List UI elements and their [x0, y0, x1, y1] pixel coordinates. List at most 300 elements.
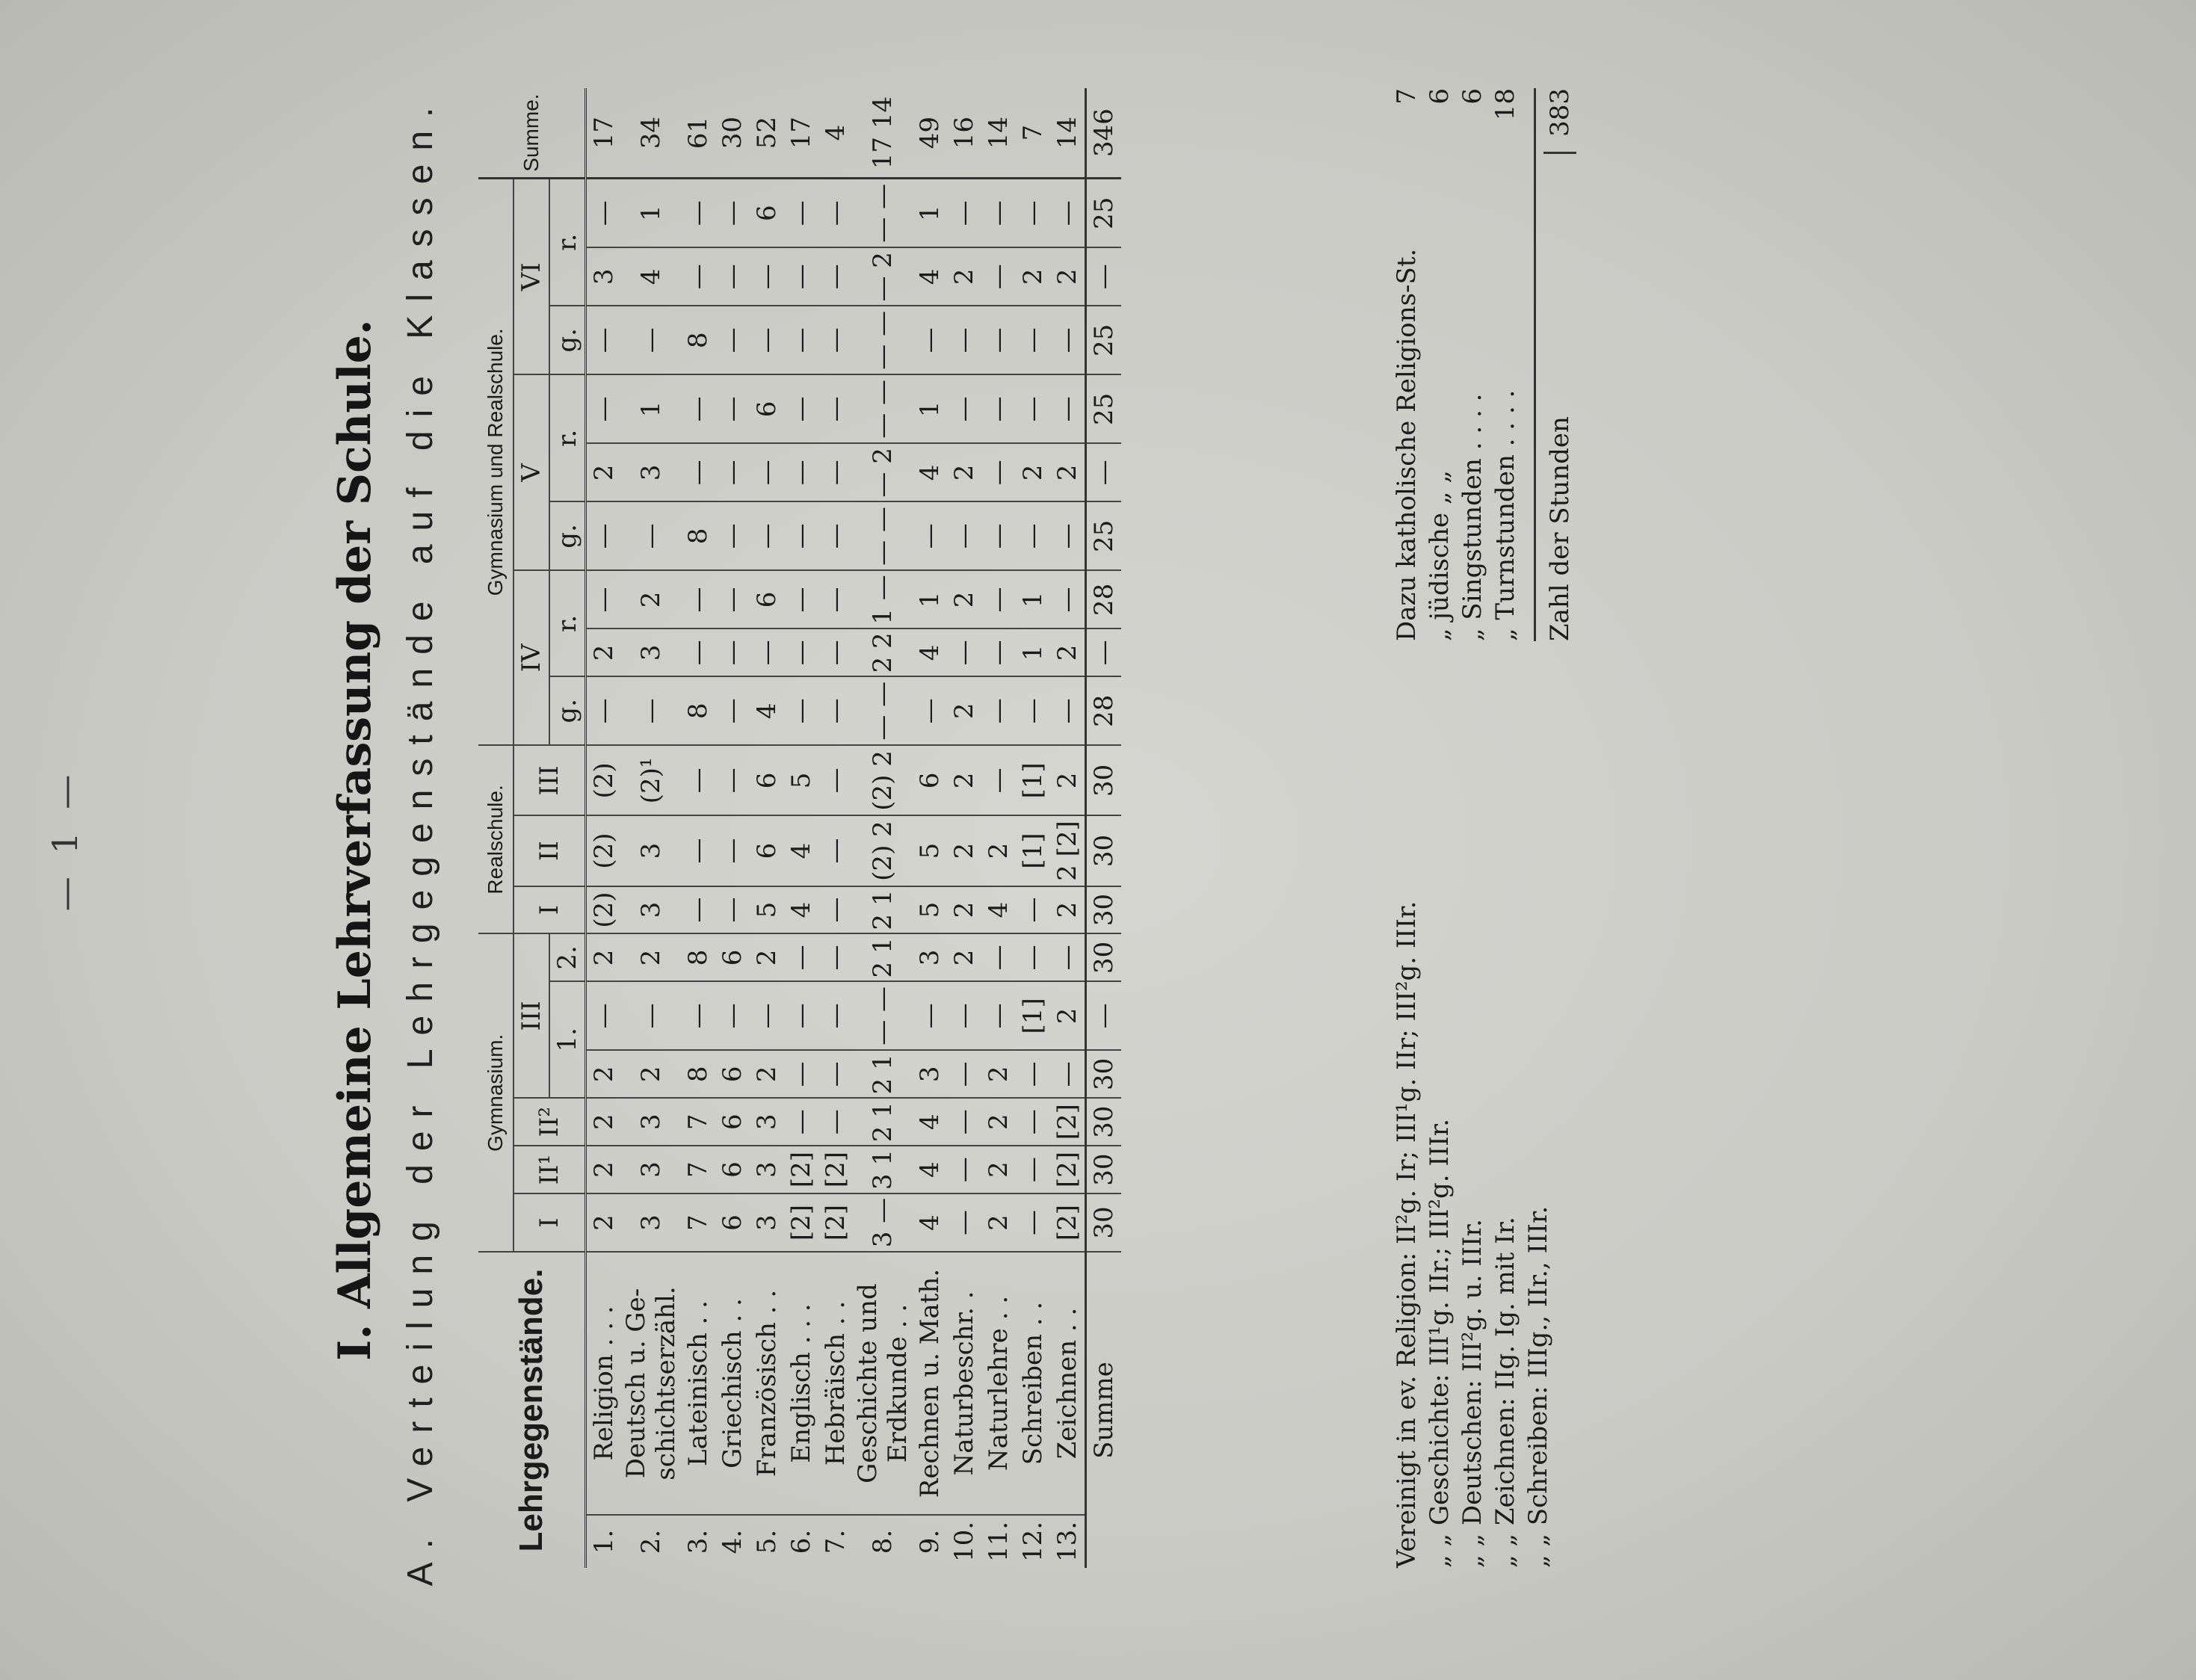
hours-cell: — — [981, 629, 1016, 676]
hours-cell: 4 — [913, 247, 947, 306]
subject-name: Englisch . . . — [784, 1252, 818, 1515]
hours-cell: 6 — [715, 1098, 750, 1146]
subject-name: Geschichte und Erdkunde . . — [853, 1252, 913, 1515]
sum-cell: 30 — [1086, 815, 1122, 886]
hours-cell: 1 — [913, 374, 947, 443]
hours-cell: — — [913, 676, 947, 745]
hours-cell: (2) — [586, 745, 622, 815]
hours-cell: — — [784, 501, 818, 570]
hours-cell: 4 — [818, 88, 853, 179]
hours-cell: — — [818, 501, 853, 570]
hours-cell: — — [981, 247, 1016, 306]
hours-cell: 1 — [1016, 570, 1050, 629]
hours-cell: — — [818, 981, 853, 1050]
hours-cell: 17 — [586, 88, 622, 179]
hours-cell: — — [818, 1050, 853, 1098]
hours-cell: — — [681, 247, 715, 306]
subject-name: Naturbeschr. . — [947, 1252, 981, 1515]
hours-cell: — 2 — [853, 443, 913, 501]
subject-name: Deutsch u. Ge- schichtserzähl. — [621, 1252, 681, 1515]
hours-cell: — — [981, 443, 1016, 501]
hours-cell: 2 1 — [853, 1098, 913, 1146]
hours-cell: — — [1016, 501, 1050, 570]
row-number: 11. — [984, 1521, 1014, 1563]
hours-cell: — — [715, 886, 750, 934]
group-header-realschule: Realschule. — [478, 745, 513, 933]
page-title: I. Allgemeine Lehrverfassung der Schule. — [329, 319, 381, 1361]
hours-cell: 4 — [621, 247, 681, 306]
sum-cell: — — [1086, 981, 1122, 1050]
hours-cell: — — [586, 306, 622, 374]
hours-cell: 3 1 — [853, 1146, 913, 1193]
hours-cell: 2 — [750, 1050, 784, 1098]
subject-name: Hebräisch . . — [818, 1252, 853, 1515]
additional-hours-row — [1489, 88, 1522, 641]
hours-cell: — — [818, 443, 853, 501]
hours-cell: — — [681, 629, 715, 676]
hours-cell: — — [784, 306, 818, 374]
sum-cell: 30 — [1086, 1193, 1122, 1252]
subject-name: Religion . . . — [586, 1252, 622, 1515]
hours-cell: 7 — [681, 1146, 715, 1193]
hours-cell: — — [818, 306, 853, 374]
hours-cell: — — [715, 745, 750, 815]
table-row — [853, 88, 913, 1568]
hours-cell: — — [715, 443, 750, 501]
sub-header: g. — [549, 306, 586, 374]
hours-cell: 2 2 — [853, 629, 913, 676]
sum-cell: 28 — [1086, 570, 1122, 629]
row-number: 6. — [786, 1529, 816, 1554]
hours-cell: 2 — [1050, 247, 1086, 306]
hours-cell: 4 — [784, 886, 818, 934]
additional-hours-row — [1390, 88, 1423, 641]
hours-cell: — — — [853, 306, 913, 374]
hours-cell: 4 — [913, 629, 947, 676]
hours-cell: 2 — [947, 570, 981, 629]
hours-cell: — — [784, 1050, 818, 1098]
additional-hours-row — [1423, 88, 1456, 641]
hours-cell: 3 — — [853, 1193, 913, 1252]
hours-cell: — — [818, 570, 853, 629]
subject-name: Rechnen u. Math. — [913, 1252, 947, 1515]
table-row — [621, 88, 681, 1568]
hours-cell: (2) 2 — [853, 815, 913, 886]
hours-cell: 2 1 — [853, 1050, 913, 1098]
hours-cell: — — [1016, 1146, 1050, 1193]
hours-cell: 6 — [715, 1193, 750, 1252]
additional-hours-label: Dazu katholische Religions-St. — [1392, 248, 1422, 641]
hours-cell: — — [947, 179, 981, 248]
hours-cell: 2 — [947, 886, 981, 934]
hours-cell: 8 — [681, 933, 715, 981]
hours-cell: — — [1016, 933, 1050, 981]
class-header: III — [513, 745, 586, 815]
hours-cell: — — [784, 1098, 818, 1146]
row-number: 12. — [1018, 1521, 1048, 1563]
hours-cell: 6 — [750, 570, 784, 629]
hours-cell: 1 — [621, 179, 681, 248]
class-header: I — [513, 1193, 586, 1252]
class-header: I — [513, 886, 586, 934]
hours-cell: — — [1016, 676, 1050, 745]
hours-cell: — — [621, 501, 681, 570]
hours-cell: 3 — [621, 443, 681, 501]
hours-cell: 4 — [913, 1098, 947, 1146]
hours-cell: 2 — [981, 815, 1016, 886]
sum-cell: 25 — [1086, 501, 1122, 570]
hours-cell: — — [586, 676, 622, 745]
hours-cell: 49 — [913, 88, 947, 179]
hours-cell: — — [818, 676, 853, 745]
hours-cell: (2) — [586, 886, 622, 934]
hours-cell: 4 — [913, 1193, 947, 1252]
sum-cell: 30 — [1086, 1050, 1122, 1098]
table-row — [981, 88, 1016, 1568]
group-header-gymnasium: Gymnasium. — [478, 933, 513, 1252]
hours-cell: 6 — [750, 745, 784, 815]
hours-cell: (2)¹ — [621, 745, 681, 815]
hours-cell: — — [784, 443, 818, 501]
hours-cell: — — [947, 629, 981, 676]
hours-cell: 6 — [715, 933, 750, 981]
sub-header: 1. — [549, 981, 586, 1098]
table-row — [750, 88, 784, 1568]
hours-cell: — — [818, 1098, 853, 1146]
hours-cell: 2 — [981, 1193, 1016, 1252]
hours-cell: 2 — [1050, 629, 1086, 676]
hours-cell: — — [947, 374, 981, 443]
additional-hours-value: 7 — [1392, 88, 1422, 105]
sum-cell: 30 — [1086, 745, 1122, 815]
hours-cell: 3 — [750, 1193, 784, 1252]
hours-cell: (2) 2 — [853, 745, 913, 815]
additional-hours-row — [1456, 88, 1489, 641]
hours-cell: [2] — [818, 1193, 853, 1252]
hours-cell: 1 — — [853, 570, 913, 629]
hours-cell: 6 — [715, 1146, 750, 1193]
hours-cell: 2 — [1050, 443, 1086, 501]
hours-cell: 6 — [750, 815, 784, 886]
subject-name: Schreiben . . — [1016, 1252, 1050, 1515]
hours-cell: 1 — [913, 570, 947, 629]
class-header: II² — [513, 1098, 586, 1146]
additional-hours-value: 18 — [1490, 88, 1520, 121]
hours-cell: — — [784, 179, 818, 248]
sub-header: r. — [549, 374, 586, 501]
row-number: 2. — [636, 1529, 666, 1554]
sum-label: Summe — [1086, 1252, 1122, 1568]
combined-class-note: „ „ Zeichnen: IIg. Ig. mit Ir. — [1490, 1217, 1520, 1568]
hours-cell: — — [1050, 933, 1086, 981]
hours-cell: 6 — [913, 745, 947, 815]
hours-cell: — — [1016, 1050, 1050, 1098]
hours-cell: — — [947, 1146, 981, 1193]
hours-cell: — — [818, 933, 853, 981]
hours-cell: 2 — [586, 933, 622, 981]
hours-cell: 4 — [981, 886, 1016, 934]
hours-cell: — — [947, 1098, 981, 1146]
hours-cell: 1 — [621, 374, 681, 443]
hours-cell: 2 — [1016, 247, 1050, 306]
hours-cell: — — [681, 815, 715, 886]
notes-combined-classes — [1390, 731, 1555, 1568]
hours-cell: — — [784, 570, 818, 629]
hours-cell: — — [1050, 374, 1086, 443]
hours-cell: — — [947, 306, 981, 374]
hours-cell: 61 — [681, 88, 715, 179]
subject-name: Zeichnen . . — [1050, 1252, 1086, 1515]
hours-cell: 2 — [750, 933, 784, 981]
table-row — [1050, 88, 1086, 1568]
sum-cell: — — [1086, 247, 1122, 306]
hours-cell: 1 — [1016, 629, 1050, 676]
hours-cell: — — [715, 501, 750, 570]
hours-cell: 2 — [586, 443, 622, 501]
hours-cell: — — [1050, 179, 1086, 248]
sum-cell: 30 — [1086, 933, 1122, 981]
hours-cell: — — [715, 247, 750, 306]
hours-cell: 8 — [681, 501, 715, 570]
hours-cell: 14 — [1050, 88, 1086, 179]
additional-hours-label: „ Singstunden . . . . — [1458, 393, 1487, 641]
hours-cell: [1] — [1016, 745, 1050, 815]
hours-cell: [1] — [1016, 815, 1050, 886]
hours-cell: — — [784, 676, 818, 745]
hours-cell: 16 — [947, 88, 981, 179]
hours-cell: — — [1016, 1193, 1050, 1252]
hours-cell: — — [1016, 374, 1050, 443]
sum-cell: 30 — [1086, 1146, 1122, 1193]
hours-cell: — — [913, 306, 947, 374]
hours-cell: 2 — [947, 745, 981, 815]
hours-cell: — — [586, 374, 622, 443]
row-number: 3. — [683, 1529, 713, 1554]
hours-cell: — — [715, 570, 750, 629]
hours-cell: — — [681, 443, 715, 501]
table-row — [784, 88, 818, 1568]
hours-cell: — — [1050, 1050, 1086, 1098]
hours-cell: 2 — [586, 1146, 622, 1193]
class-header: III — [513, 933, 549, 1098]
hours-cell: — — [784, 247, 818, 306]
sum-cell: 25 — [1086, 306, 1122, 374]
total-hours-value: 383 — [1543, 88, 1576, 154]
class-header: II — [513, 815, 586, 886]
hours-cell: 3 — [621, 815, 681, 886]
hours-cell: 2 1 — [853, 933, 913, 981]
sub-header: r. — [549, 570, 586, 676]
sub-header: 2. — [549, 933, 586, 981]
hours-cell: — — [1016, 886, 1050, 934]
hours-cell: [2] — [1050, 1146, 1086, 1193]
hours-cell: — — [586, 570, 622, 629]
hours-cell: 6 — [715, 1050, 750, 1098]
hours-cell: — — [913, 981, 947, 1050]
hours-cell: — — [586, 501, 622, 570]
hours-cell: 2 — [586, 1193, 622, 1252]
hours-cell: 2 — [947, 443, 981, 501]
hours-cell: 3 — [750, 1098, 784, 1146]
hours-cell: 2 — [1016, 443, 1050, 501]
hours-cell: — — [621, 306, 681, 374]
hours-cell: 2 — [981, 1050, 1016, 1098]
hours-cell: — — [715, 179, 750, 248]
hours-cell: — — [681, 745, 715, 815]
notes-additional-hours — [1390, 88, 1576, 641]
hours-cell: — — — [853, 676, 913, 745]
hours-cell: — — [586, 179, 622, 248]
class-header: V — [513, 374, 549, 570]
additional-hours-value: 6 — [1425, 88, 1455, 105]
hours-cell: 8 — [681, 676, 715, 745]
table-row — [913, 88, 947, 1568]
hours-cell: — — [1016, 306, 1050, 374]
hours-cell: 7 — [1016, 88, 1050, 179]
hours-cell: 3 — [913, 933, 947, 981]
class-header: VI — [513, 179, 549, 375]
class-header: II¹ — [513, 1146, 586, 1193]
row-number: 1. — [586, 1515, 622, 1568]
hours-cell: 3 — [750, 1146, 784, 1193]
hours-cell: — — [818, 247, 853, 306]
total-hours-label: Zahl der Stunden — [1545, 416, 1575, 641]
sum-cell: 30 — [1086, 1098, 1122, 1146]
hours-cell: [2] — [784, 1146, 818, 1193]
hours-cell: 7 — [681, 1193, 715, 1252]
hours-cell: 8 — [681, 1050, 715, 1098]
subject-name: Griechisch . . — [715, 1252, 750, 1515]
hours-cell: 52 — [750, 88, 784, 179]
row-number: 5. — [752, 1529, 782, 1554]
hours-cell: 7 — [681, 1098, 715, 1146]
hours-cell: — — [1016, 1098, 1050, 1146]
table-row — [947, 88, 981, 1568]
hours-cell: 2 — [586, 629, 622, 676]
row-number: 7. — [821, 1529, 851, 1554]
hours-cell: 3 — [621, 1193, 681, 1252]
hours-cell: 4 — [784, 815, 818, 886]
hours-cell: 2 — [947, 933, 981, 981]
hours-cell: 2 — [981, 1098, 1016, 1146]
sub-header: g. — [549, 501, 586, 570]
hours-cell: — — [947, 1050, 981, 1098]
additional-hours-value: 6 — [1458, 88, 1487, 105]
hours-cell: 17 14 — [853, 88, 913, 179]
hours-cell: 2 — [621, 570, 681, 629]
hours-cell: — — [1050, 676, 1086, 745]
hours-cell: — — [715, 629, 750, 676]
hours-cell: 6 — [750, 179, 784, 248]
class-header: IV — [513, 570, 549, 745]
hours-cell: 3 — [621, 1098, 681, 1146]
hours-cell: 2 — [621, 933, 681, 981]
total-hours-row — [1534, 88, 1576, 641]
hours-cell: 4 — [750, 676, 784, 745]
hours-cell: — — [981, 501, 1016, 570]
subject-header: Lehrgegenstände. — [478, 1252, 586, 1568]
hours-cell: — — [784, 629, 818, 676]
hours-cell: 2 [2] — [1050, 815, 1086, 886]
row-number: 4. — [718, 1529, 747, 1554]
table-row — [586, 88, 622, 1568]
hours-cell: — — — [853, 374, 913, 443]
combined-class-note: Vereinigt in ev. Religion: II²g. Ir; III¹g. IIr; III²g. IIIr. — [1392, 901, 1422, 1568]
table-row — [681, 88, 715, 1568]
hours-cell: — — [981, 570, 1016, 629]
hours-cell: — — [947, 501, 981, 570]
hours-cell: 4 — [913, 443, 947, 501]
hours-cell: — — — [853, 179, 913, 248]
hours-cell: 2 — [947, 676, 981, 745]
hours-cell: — — [947, 1193, 981, 1252]
hours-cell: — — — [853, 501, 913, 570]
hours-cell: — — [981, 306, 1016, 374]
hours-cell: — — [818, 886, 853, 934]
combined-class-note: „ „ Schreiben: IIIg., IIr., IIIr. — [1523, 1205, 1553, 1568]
hours-cell: 5 — [784, 745, 818, 815]
hours-cell: — 2 — [853, 247, 913, 306]
hours-cell: — — [1050, 501, 1086, 570]
row-number: 8. — [868, 1529, 898, 1554]
hours-cell: — — [981, 374, 1016, 443]
hours-cell: — — [750, 306, 784, 374]
hours-cell: 5 — [913, 886, 947, 934]
hours-cell: — — [818, 815, 853, 886]
hours-cell: — — [621, 981, 681, 1050]
hours-cell: — — [1050, 570, 1086, 629]
hours-cell: 3 — [621, 1146, 681, 1193]
hours-cell: — — [681, 179, 715, 248]
hours-cell: — — [913, 501, 947, 570]
hours-cell: 5 — [750, 886, 784, 934]
hours-cell: — — [750, 247, 784, 306]
hours-cell: — — [818, 745, 853, 815]
hours-cell: — — [981, 933, 1016, 981]
hours-cell: — — [784, 933, 818, 981]
hours-cell: — — [1016, 179, 1050, 248]
hours-cell: — — [715, 815, 750, 886]
hours-cell: — — [981, 179, 1016, 248]
table-row — [715, 88, 750, 1568]
sum-cell: 30 — [1086, 886, 1122, 934]
hours-cell: 5 — [913, 815, 947, 886]
hours-cell: 3 — [621, 629, 681, 676]
hours-cell: — — [681, 886, 715, 934]
hours-cell: 2 — [947, 247, 981, 306]
hours-cell: 8 — [681, 306, 715, 374]
sum-cell: — — [1086, 629, 1122, 676]
hours-cell: [2] — [1050, 1098, 1086, 1146]
hours-cell: 1 — [913, 179, 947, 248]
hours-cell: — — [681, 570, 715, 629]
hours-cell: — — [981, 745, 1016, 815]
sub-header: g. — [549, 676, 586, 745]
row-number: 9. — [915, 1529, 945, 1554]
additional-hours-label: „ jüdische „ „ — [1425, 470, 1455, 641]
subject-name: Französisch . . — [750, 1252, 784, 1515]
hours-cell: — — [981, 676, 1016, 745]
sum-cell: — — [1086, 443, 1122, 501]
table-row — [818, 88, 853, 1568]
hours-cell: 2 — [1050, 886, 1086, 934]
hours-cell: — — [621, 676, 681, 745]
hours-cell: [2] — [818, 1146, 853, 1193]
sum-header: Summe. — [478, 88, 586, 179]
hours-cell: 3 — [586, 247, 622, 306]
page-number: — 1 — — [45, 768, 85, 912]
sum-cell: 25 — [1086, 374, 1122, 443]
